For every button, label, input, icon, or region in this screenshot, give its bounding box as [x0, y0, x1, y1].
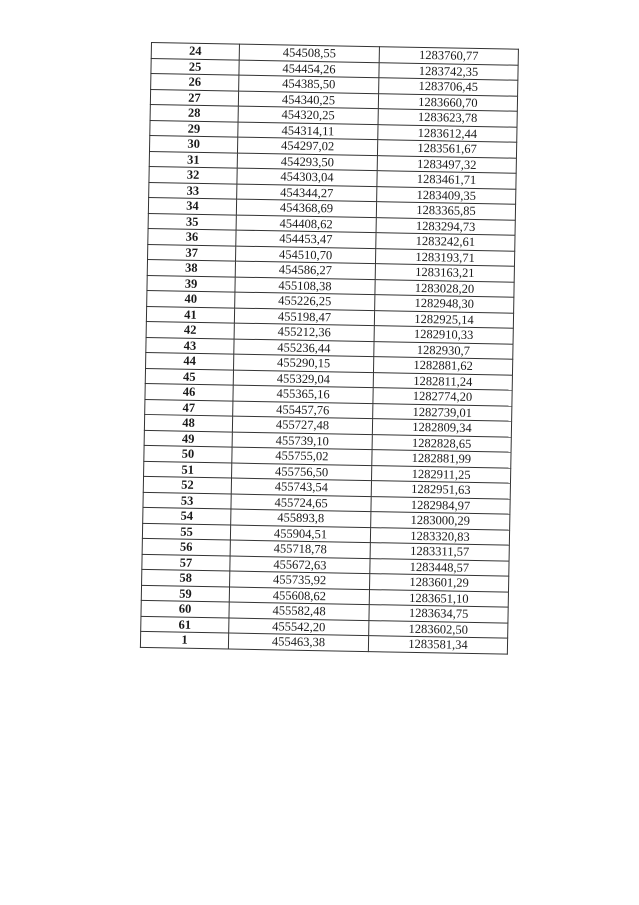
point-number-cell: 27 — [150, 89, 238, 106]
x-coordinate-cell: 454385,50 — [239, 75, 379, 93]
y-coordinate-cell: 1283320,83 — [370, 527, 509, 545]
x-coordinate-cell: 454508,55 — [239, 44, 379, 62]
x-coordinate-cell: 455365,16 — [233, 385, 373, 403]
x-coordinate-cell: 455893,8 — [231, 509, 371, 527]
point-number-cell: 49 — [144, 430, 232, 447]
point-number-cell: 50 — [144, 445, 232, 462]
x-coordinate-cell: 455724,65 — [231, 494, 371, 512]
point-number-cell: 36 — [148, 228, 236, 245]
x-coordinate-cell: 454510,70 — [235, 246, 375, 264]
y-coordinate-cell: 1283634,75 — [369, 605, 508, 623]
x-coordinate-cell: 455226,25 — [235, 292, 375, 310]
point-number-cell: 26 — [151, 74, 239, 91]
x-coordinate-cell: 455727,48 — [232, 416, 372, 434]
y-coordinate-cell: 1283461,71 — [377, 171, 516, 189]
x-coordinate-cell: 454586,27 — [235, 261, 375, 279]
point-number-cell: 54 — [143, 507, 231, 524]
x-coordinate-cell: 455212,36 — [234, 323, 374, 341]
point-number-cell: 33 — [149, 182, 237, 199]
y-coordinate-cell: 1283409,35 — [377, 186, 516, 204]
y-coordinate-cell: 1283742,35 — [379, 62, 518, 80]
point-number-cell: 47 — [145, 399, 233, 416]
point-number-cell: 31 — [149, 151, 237, 168]
point-number-cell: 38 — [147, 259, 235, 276]
coordinates-table-container — [140, 42, 515, 654]
y-coordinate-cell: 1282828,65 — [372, 434, 511, 452]
point-number-cell: 37 — [148, 244, 236, 261]
x-coordinate-cell: 455608,62 — [229, 587, 369, 605]
point-number-cell: 61 — [141, 616, 229, 633]
y-coordinate-cell: 1283448,57 — [370, 558, 509, 576]
point-number-cell: 30 — [150, 135, 238, 152]
x-coordinate-cell: 455743,54 — [231, 478, 371, 496]
point-number-cell: 41 — [146, 306, 234, 323]
point-number-cell: 55 — [142, 523, 230, 540]
y-coordinate-cell: 1282774,20 — [373, 388, 512, 406]
x-coordinate-cell: 455542,20 — [229, 618, 369, 636]
y-coordinate-cell: 1283497,32 — [377, 155, 516, 173]
y-coordinate-cell: 1283602,50 — [369, 620, 508, 638]
y-coordinate-cell: 1283660,70 — [378, 93, 517, 111]
x-coordinate-cell: 455463,38 — [228, 633, 368, 651]
x-coordinate-cell: 455718,78 — [230, 540, 370, 558]
y-coordinate-cell: 1282881,62 — [373, 357, 512, 375]
x-coordinate-cell: 455672,63 — [230, 556, 370, 574]
point-number-cell: 57 — [142, 554, 230, 571]
y-coordinate-cell: 1282984,97 — [371, 496, 510, 514]
x-coordinate-cell: 455236,44 — [234, 339, 374, 357]
y-coordinate-cell: 1283601,29 — [370, 574, 509, 592]
y-coordinate-cell: 1283294,73 — [376, 217, 515, 235]
point-number-cell: 35 — [148, 213, 236, 230]
point-number-cell: 34 — [148, 197, 236, 214]
y-coordinate-cell: 1282951,63 — [371, 481, 510, 499]
coordinates-table — [140, 42, 519, 654]
point-number-cell: 45 — [145, 368, 233, 385]
y-coordinate-cell: 1283311,57 — [370, 543, 509, 561]
point-number-cell: 25 — [151, 58, 239, 75]
point-number-cell: 53 — [143, 492, 231, 509]
point-number-cell: 46 — [145, 383, 233, 400]
point-number-cell: 44 — [146, 352, 234, 369]
y-coordinate-cell: 1283193,71 — [375, 248, 514, 266]
x-coordinate-cell: 454368,69 — [236, 199, 376, 217]
x-coordinate-cell: 454344,27 — [237, 184, 377, 202]
x-coordinate-cell: 454408,62 — [236, 215, 376, 233]
x-coordinate-cell: 455457,76 — [233, 401, 373, 419]
y-coordinate-cell: 1282910,33 — [374, 326, 513, 344]
y-coordinate-cell: 1282809,34 — [372, 419, 511, 437]
y-coordinate-cell: 1283163,21 — [375, 264, 514, 282]
point-number-cell: 1 — [140, 631, 228, 648]
x-coordinate-cell: 454454,26 — [239, 60, 379, 78]
point-number-cell: 48 — [144, 414, 232, 431]
x-coordinate-cell: 454453,47 — [236, 230, 376, 248]
point-number-cell: 52 — [143, 476, 231, 493]
x-coordinate-cell: 455329,04 — [233, 370, 373, 388]
x-coordinate-cell: 455904,51 — [230, 525, 370, 543]
coordinates-table-body — [140, 43, 518, 654]
x-coordinate-cell: 454297,02 — [237, 137, 377, 155]
y-coordinate-cell: 1283612,44 — [378, 124, 517, 142]
point-number-cell: 59 — [141, 585, 229, 602]
point-number-cell: 51 — [144, 461, 232, 478]
y-coordinate-cell: 1283760,77 — [379, 47, 518, 65]
y-coordinate-cell: 1283561,67 — [377, 140, 516, 158]
point-number-cell: 60 — [141, 600, 229, 617]
x-coordinate-cell: 454314,11 — [238, 122, 378, 140]
y-coordinate-cell: 1282811,24 — [373, 372, 512, 390]
x-coordinate-cell: 455739,10 — [232, 432, 372, 450]
point-number-cell: 42 — [146, 321, 234, 338]
y-coordinate-cell: 1282911,25 — [371, 465, 510, 483]
y-coordinate-cell: 1283028,20 — [375, 279, 514, 297]
x-coordinate-cell: 454303,04 — [237, 168, 377, 186]
point-number-cell: 58 — [142, 569, 230, 586]
y-coordinate-cell: 1282881,99 — [372, 450, 511, 468]
y-coordinate-cell: 1282948,30 — [375, 295, 514, 313]
point-number-cell: 29 — [150, 120, 238, 137]
y-coordinate-cell: 1283365,85 — [376, 202, 515, 220]
x-coordinate-cell: 454320,25 — [238, 106, 378, 124]
x-coordinate-cell: 454340,25 — [238, 91, 378, 109]
x-coordinate-cell: 454293,50 — [237, 153, 377, 171]
y-coordinate-cell: 1282930,7 — [374, 341, 513, 359]
point-number-cell: 24 — [151, 43, 239, 60]
point-number-cell: 28 — [150, 104, 238, 121]
y-coordinate-cell: 1282925,14 — [374, 310, 513, 328]
y-coordinate-cell: 1283651,10 — [369, 589, 508, 607]
y-coordinate-cell: 1283000,29 — [371, 512, 510, 530]
y-coordinate-cell: 1283581,34 — [368, 636, 507, 654]
x-coordinate-cell: 455198,47 — [234, 308, 374, 326]
point-number-cell: 56 — [142, 538, 230, 555]
x-coordinate-cell: 455108,38 — [235, 277, 375, 295]
x-coordinate-cell: 455735,92 — [230, 571, 370, 589]
point-number-cell: 32 — [149, 166, 237, 183]
x-coordinate-cell: 455756,50 — [232, 463, 372, 481]
y-coordinate-cell: 1282739,01 — [373, 403, 512, 421]
x-coordinate-cell: 455755,02 — [232, 447, 372, 465]
y-coordinate-cell: 1283706,45 — [379, 78, 518, 96]
x-coordinate-cell: 455582,48 — [229, 602, 369, 620]
point-number-cell: 39 — [147, 275, 235, 292]
point-number-cell: 43 — [146, 337, 234, 354]
y-coordinate-cell: 1283242,61 — [376, 233, 515, 251]
y-coordinate-cell: 1283623,78 — [378, 109, 517, 127]
point-number-cell: 40 — [147, 290, 235, 307]
x-coordinate-cell: 455290,15 — [234, 354, 374, 372]
